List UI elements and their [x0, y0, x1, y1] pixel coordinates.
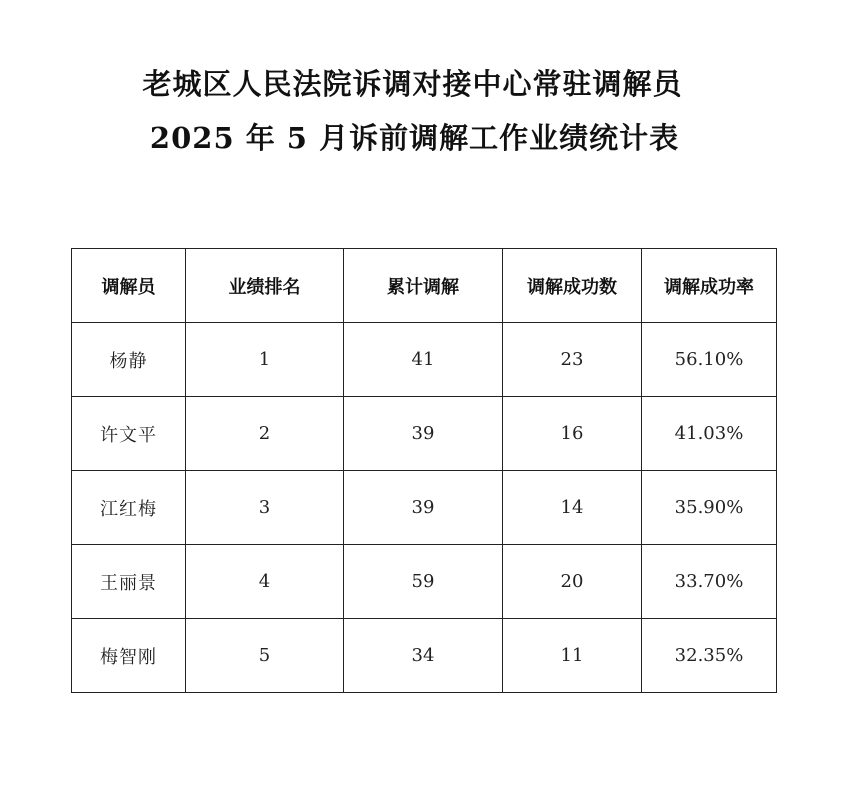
cell-success-count: 16: [503, 397, 642, 471]
header-success-count: 调解成功数: [503, 249, 642, 323]
cell-total: 39: [344, 397, 503, 471]
cell-rank: 5: [186, 619, 344, 693]
cell-total: 34: [344, 619, 503, 693]
table-row: [72, 471, 777, 545]
cell-rank: 2: [186, 397, 344, 471]
document-title-line-2: 2025 年 5 月诉前调解工作业绩统计表: [149, 121, 680, 155]
document-title-line-1: 老城区人民法院诉调对接中心常驻调解员: [142, 67, 683, 101]
cell-total: 39: [344, 471, 503, 545]
cell-success-count: 20: [503, 545, 642, 619]
header-total-mediations: 累计调解: [344, 249, 503, 323]
cell-total: 41: [344, 323, 503, 397]
cell-total: 59: [344, 545, 503, 619]
cell-rank: 3: [186, 471, 344, 545]
cell-mediator: 王丽景: [72, 545, 186, 619]
table-row: [72, 545, 777, 619]
performance-table: [71, 248, 777, 693]
cell-success-count: 11: [503, 619, 642, 693]
cell-mediator: 江红梅: [72, 471, 186, 545]
cell-mediator: 杨静: [72, 323, 186, 397]
cell-success-rate: 32.35%: [642, 619, 777, 693]
table-header-row: [72, 249, 777, 323]
cell-success-rate: 56.10%: [642, 323, 777, 397]
cell-success-rate: 35.90%: [642, 471, 777, 545]
cell-success-count: 23: [503, 323, 642, 397]
table-row: [72, 619, 777, 693]
header-rank: 业绩排名: [186, 249, 344, 323]
cell-rank: 4: [186, 545, 344, 619]
cell-rank: 1: [186, 323, 344, 397]
table-row: [72, 323, 777, 397]
cell-success-rate: 41.03%: [642, 397, 777, 471]
cell-mediator: 许文平: [72, 397, 186, 471]
header-success-rate: 调解成功率: [642, 249, 777, 323]
cell-success-rate: 33.70%: [642, 545, 777, 619]
header-mediator: 调解员: [72, 249, 186, 323]
cell-mediator: 梅智刚: [72, 619, 186, 693]
table-row: [72, 397, 777, 471]
cell-success-count: 14: [503, 471, 642, 545]
